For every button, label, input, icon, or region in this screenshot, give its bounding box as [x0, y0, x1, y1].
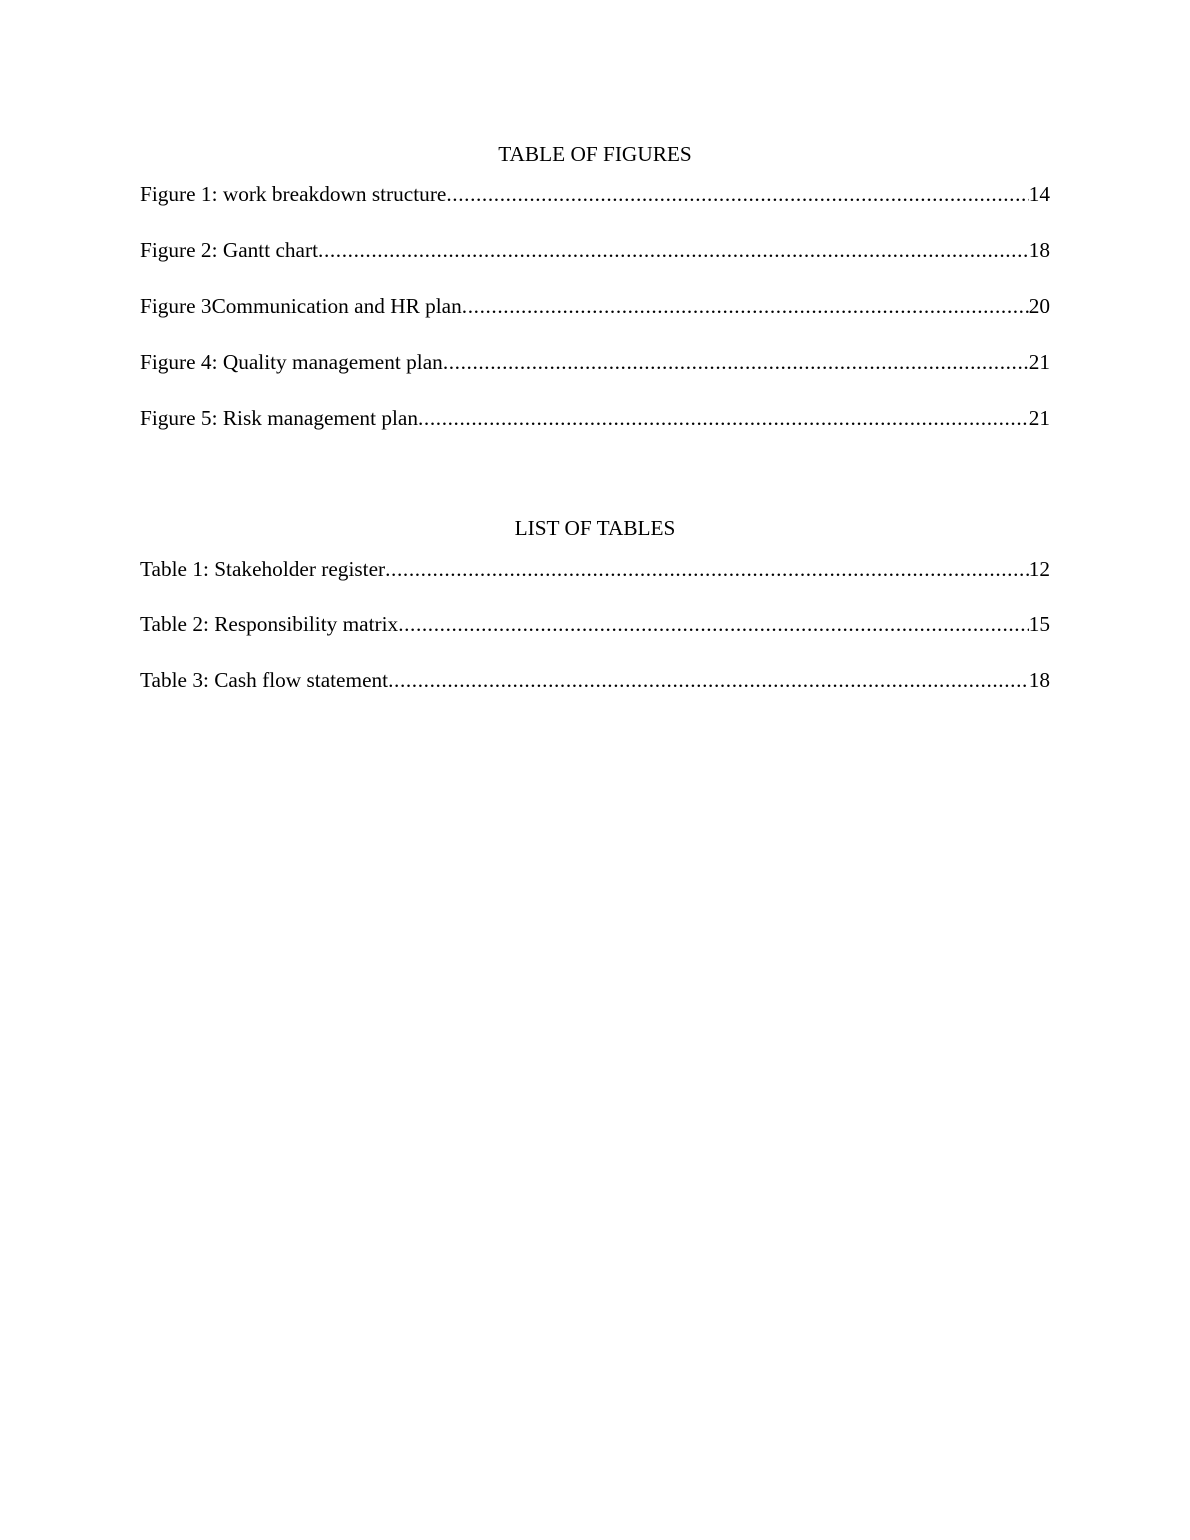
entry-label: Figure 4: Quality management plan [140, 350, 443, 374]
entry-label: Table 3: Cash flow statement [140, 668, 389, 692]
dot-leader [398, 611, 1029, 637]
figure-entry-3[interactable] [140, 293, 1050, 319]
figure-entry-5[interactable] [140, 405, 1050, 431]
list-of-tables-heading: LIST OF TABLES [514, 516, 676, 540]
table-entry-2[interactable] [140, 611, 1050, 637]
entry-page-number: 14 [1028, 182, 1050, 206]
entry-label: Figure 5: Risk management plan [140, 406, 418, 430]
table-of-figures-heading: TABLE OF FIGURES [498, 142, 692, 166]
entry-page-number: 18 [1028, 238, 1050, 262]
entry-page-number: 12 [1028, 557, 1050, 581]
table-entry-3[interactable] [140, 667, 1050, 693]
entry-page-number: 15 [1028, 612, 1050, 636]
entry-page-number: 21 [1028, 350, 1050, 374]
entry-page-number: 21 [1028, 406, 1050, 430]
entry-page-number: 18 [1028, 668, 1050, 692]
dot-leader [443, 349, 1029, 375]
dot-leader [318, 237, 1029, 263]
entry-label: Table 2: Responsibility matrix [140, 612, 399, 636]
table-entry-1[interactable] [140, 556, 1050, 582]
dot-leader [388, 667, 1029, 693]
figure-entry-2[interactable] [140, 237, 1050, 263]
entry-page-number: 20 [1028, 294, 1050, 318]
entry-label: Table 1: Stakeholder register [140, 557, 386, 581]
entry-label: Figure 3Communication and HR plan [140, 294, 462, 318]
dot-leader [385, 556, 1029, 582]
dot-leader [418, 405, 1029, 431]
entry-label: Figure 2: Gantt chart [140, 238, 319, 262]
dot-leader [446, 181, 1028, 207]
figure-entry-1[interactable] [140, 181, 1050, 207]
entry-label: Figure 1: work breakdown structure [140, 182, 447, 206]
figure-entry-4[interactable] [140, 349, 1050, 375]
dot-leader [462, 293, 1029, 319]
